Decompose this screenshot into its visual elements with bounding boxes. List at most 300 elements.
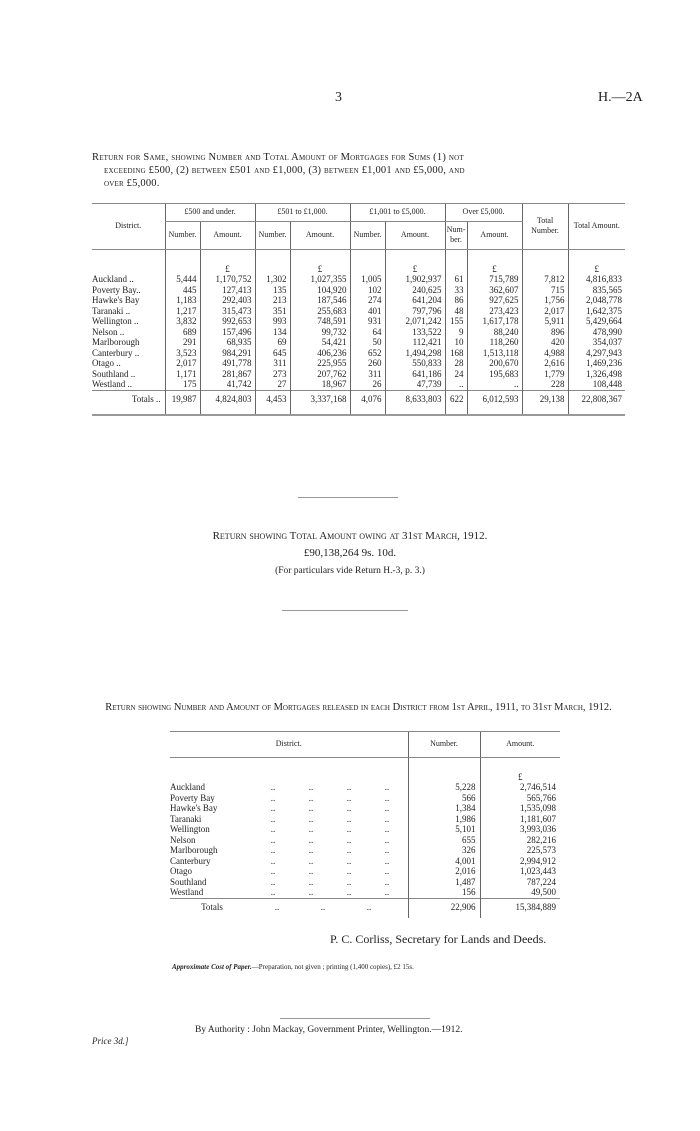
leader-dots: .. (270, 813, 276, 824)
table-cell: 54,421 (290, 337, 350, 348)
mortgages-released-table (170, 731, 560, 918)
leader-dots: .. (308, 876, 314, 887)
district-name: Marlborough (170, 845, 218, 855)
total-cell: 4,453 (255, 390, 290, 415)
totals-label: Totals .. (92, 390, 165, 415)
table-row (92, 348, 625, 359)
page-number: 3 (335, 90, 342, 105)
table-cell: 406,236 (290, 348, 350, 359)
currency-cell: £ (467, 249, 522, 274)
district-name: Taranaki (170, 813, 202, 824)
number-cell: 156 (408, 887, 480, 898)
table-row (92, 369, 625, 380)
table-cell: 4,816,833 (568, 274, 625, 285)
header-amount: Amount. (480, 732, 560, 758)
currency-cell (255, 249, 290, 274)
number-cell: 5,101 (408, 824, 480, 835)
subheader-number: Number. (165, 221, 200, 249)
table1-title-line3: over £5,000. (104, 178, 160, 189)
table-cell: 1,183 (165, 295, 200, 306)
currency-cell: £ (480, 757, 560, 782)
leader-dots: .. (384, 855, 390, 866)
table-cell: 3,832 (165, 316, 200, 327)
table1-title-line1: Return for Same, showing Number and Total Amount of Mortgages for Sums (1) not (92, 152, 464, 163)
header-total-number: Total Number. (522, 204, 568, 250)
table-cell: 1,302 (255, 274, 290, 285)
leader-dots: .. (270, 887, 276, 897)
leader-dots: .. (346, 855, 352, 866)
signature-line: P. C. Corliss, Secretary for Lands and Deeds. (330, 932, 547, 946)
district-cell (170, 782, 408, 793)
district-name: Canterbury .. (92, 347, 140, 358)
district-name: Otago .. (92, 358, 121, 368)
table-row (170, 866, 560, 877)
table-row (170, 856, 560, 867)
table-cell: 1,902,937 (385, 274, 445, 285)
table-cell: 2,017 (165, 358, 200, 369)
table-cell: 240,625 (385, 285, 445, 296)
amount-cell: 49,500 (480, 887, 560, 898)
table-cell: 157,496 (200, 327, 255, 338)
district-cell (170, 877, 408, 888)
table1-title (92, 151, 627, 190)
district-cell (170, 824, 408, 835)
table-cell: 1,326,498 (568, 369, 625, 380)
leader-dots: .. (308, 887, 314, 897)
leader-dots: .. (366, 901, 372, 912)
table-cell: 927,625 (467, 295, 522, 306)
leader-dots: .. (384, 876, 390, 887)
table-cell: 9 (445, 327, 467, 338)
total-amount: 15,384,889 (480, 898, 560, 918)
total-cell: 4,076 (350, 390, 385, 415)
table-cell: 1,171 (165, 369, 200, 380)
table-cell: 1,494,298 (385, 348, 445, 359)
currency-row (92, 249, 625, 274)
leader-dots: .. (384, 834, 390, 845)
owing-particulars: (For particulars vide Return H.-3, p. 3.) (275, 566, 425, 576)
amount-cell: 282,216 (480, 835, 560, 846)
cost-text: —Preparation, not given ; printing (1,400 copies), £2 15s. (251, 963, 414, 971)
leader-dots: .. (270, 866, 276, 876)
table-row (92, 295, 625, 306)
table-row (170, 793, 560, 804)
document-reference: H.—2A (598, 90, 643, 105)
table-cell: 47,739 (385, 379, 445, 390)
table-cell: 5,429,664 (568, 316, 625, 327)
table-cell: 27 (255, 379, 290, 390)
district-cell (170, 866, 408, 877)
leader-dots: .. (270, 876, 276, 887)
table-cell: 133,522 (385, 327, 445, 338)
table1-title-line2: exceeding £500, (2) between £501 and £1,000, (3) between £1,001 and £5,000, and (104, 165, 465, 176)
table-cell: 61 (445, 274, 467, 285)
leader-dots: .. (384, 887, 390, 897)
district-name: Taranaki .. (92, 305, 131, 316)
table-cell: 478,990 (568, 327, 625, 338)
district-name: Wellington .. (92, 316, 139, 326)
header-total-amount: Total Amount. (568, 204, 625, 250)
leader-dots: .. (270, 824, 276, 834)
table-cell: 984,291 (200, 348, 255, 359)
table-cell: 104,920 (290, 285, 350, 296)
leader-dots: .. (346, 845, 352, 855)
leader-dots: .. (346, 824, 352, 834)
leader-dots: .. (308, 792, 314, 803)
totals-row (92, 390, 625, 415)
amount-cell: 3,993,036 (480, 824, 560, 835)
table-cell: 255,683 (290, 306, 350, 317)
leader-dots: .. (384, 782, 390, 792)
table-cell: 50 (350, 337, 385, 348)
leader-dots: .. (346, 876, 352, 887)
table-cell: 1,170,752 (200, 274, 255, 285)
amount-cell: 565,766 (480, 793, 560, 804)
total-cell: 4,824,803 (200, 390, 255, 415)
district-name: Southland .. (92, 368, 136, 379)
leader-dots: .. (384, 845, 390, 855)
district-cell (170, 887, 408, 898)
currency-row (170, 757, 560, 782)
table-cell: 135 (255, 285, 290, 296)
cost-label: Approximate Cost of Paper. (172, 963, 252, 971)
table-cell: 1,642,375 (568, 306, 625, 317)
table-row (170, 782, 560, 793)
district-name: Westland .. (92, 379, 133, 389)
number-cell: 655 (408, 835, 480, 846)
table-cell: 102 (350, 285, 385, 296)
district-name: Southland (170, 876, 207, 887)
table-cell: 260 (350, 358, 385, 369)
subheader-amount: Amount. (467, 221, 522, 249)
table-row (92, 337, 625, 348)
leader-dots: .. (346, 803, 352, 813)
table-cell: 10 (445, 337, 467, 348)
table-cell: 1,513,118 (467, 348, 522, 359)
header-500-and-under: £500 and under. (165, 204, 255, 222)
totals-label: Totals (201, 901, 223, 912)
table-row (92, 306, 625, 317)
leader-dots: .. (308, 824, 314, 834)
table-row (92, 358, 625, 369)
district-cell (170, 803, 408, 814)
leader-dots: .. (320, 901, 326, 912)
price: Price 3d.] (92, 1036, 129, 1046)
number-cell: 1,986 (408, 814, 480, 825)
table-cell: 748,591 (290, 316, 350, 327)
table-row (92, 379, 625, 390)
district-name: Nelson (170, 834, 196, 845)
totals-cell (170, 898, 408, 918)
table-cell: 24 (445, 369, 467, 380)
table-cell: 168 (445, 348, 467, 359)
table-cell: 195,683 (467, 369, 522, 380)
table-cell: 4,988 (522, 348, 568, 359)
table-cell: .. (445, 379, 467, 390)
table-cell: 99,732 (290, 327, 350, 338)
amount-cell: 225,573 (480, 845, 560, 856)
divider (282, 610, 408, 611)
totals-row (170, 898, 560, 918)
table-cell: 401 (350, 306, 385, 317)
district-cell (170, 856, 408, 867)
table-row (170, 824, 560, 835)
printer-authority: By Authority : John Mackay, Government Printer, Wellington.—1912. (195, 1025, 463, 1035)
table-cell: 420 (522, 337, 568, 348)
table-cell: 281,867 (200, 369, 255, 380)
total-cell: 29,138 (522, 390, 568, 415)
district-name: Canterbury (170, 855, 211, 866)
district-name: Poverty Bay.. (92, 284, 141, 295)
table-cell: 2,616 (522, 358, 568, 369)
district-name: Nelson .. (92, 326, 125, 337)
table-cell: 645 (255, 348, 290, 359)
table-cell: 127,413 (200, 285, 255, 296)
leader-dots: .. (308, 855, 314, 866)
subheader-number: Num-ber. (445, 221, 467, 249)
table-cell: 1,005 (350, 274, 385, 285)
table-cell: 550,833 (385, 358, 445, 369)
district-cell (170, 845, 408, 856)
leader-dots: .. (346, 782, 352, 792)
leader-dots: .. (270, 855, 276, 866)
table-cell: 64 (350, 327, 385, 338)
table-cell: 362,607 (467, 285, 522, 296)
currency-cell: £ (290, 249, 350, 274)
table-cell: 491,778 (200, 358, 255, 369)
table-cell: .. (467, 379, 522, 390)
table-cell: 993 (255, 316, 290, 327)
leader-dots: .. (384, 866, 390, 876)
number-cell: 4,001 (408, 856, 480, 867)
table-cell: 112,421 (385, 337, 445, 348)
currency-cell (522, 249, 568, 274)
table-cell: 225,955 (290, 358, 350, 369)
leader-dots: .. (270, 792, 276, 803)
total-cell: 19,987 (165, 390, 200, 415)
subheader-amount: Amount. (200, 221, 255, 249)
district-name: Westland (170, 887, 204, 897)
table-cell: 26 (350, 379, 385, 390)
number-cell: 326 (408, 845, 480, 856)
leader-dots: .. (384, 792, 390, 803)
currency-cell (408, 757, 480, 782)
leader-dots: .. (346, 887, 352, 897)
district-name: Wellington (170, 824, 210, 834)
leader-dots: .. (346, 866, 352, 876)
table-cell: 5,444 (165, 274, 200, 285)
table-cell: 175 (165, 379, 200, 390)
mortgages-by-size-table (92, 203, 625, 416)
table-cell: 292,403 (200, 295, 255, 306)
table-cell: 7,812 (522, 274, 568, 285)
currency-cell (170, 757, 408, 782)
table-cell: 86 (445, 295, 467, 306)
table-cell: 315,473 (200, 306, 255, 317)
table-cell: 835,565 (568, 285, 625, 296)
leader-dots: .. (308, 813, 314, 824)
table-cell: 2,071,242 (385, 316, 445, 327)
district-name: Poverty Bay (170, 792, 215, 803)
table-cell: 652 (350, 348, 385, 359)
total-number: 22,906 (408, 898, 480, 918)
header-district: District. (170, 732, 408, 758)
amount-cell: 787,224 (480, 877, 560, 888)
leader-dots: .. (384, 803, 390, 813)
leader-dots: .. (270, 782, 276, 792)
table-cell: 33 (445, 285, 467, 296)
currency-cell: £ (568, 249, 625, 274)
leader-dots: .. (270, 845, 276, 855)
amount-cell: 2,746,514 (480, 782, 560, 793)
total-cell: 8,633,803 (385, 390, 445, 415)
table-cell: 2,017 (522, 306, 568, 317)
leader-dots: .. (308, 866, 314, 876)
table-cell: 445 (165, 285, 200, 296)
table-cell: 88,240 (467, 327, 522, 338)
table-row (170, 835, 560, 846)
table-cell: 155 (445, 316, 467, 327)
district-cell (170, 814, 408, 825)
table-row (170, 877, 560, 888)
leader-dots: .. (270, 803, 276, 813)
table-cell: 68,935 (200, 337, 255, 348)
district-name: Auckland .. (92, 274, 134, 284)
header-over-5000: Over £5,000. (445, 204, 522, 222)
district-cell (170, 793, 408, 804)
leader-dots: .. (274, 901, 280, 912)
table-cell: 4,297,943 (568, 348, 625, 359)
table-cell: 931 (350, 316, 385, 327)
currency-cell (350, 249, 385, 274)
owing-amount: £90,138,264 9s. 10d. (303, 547, 397, 559)
table-cell: 273 (255, 369, 290, 380)
currency-cell (165, 249, 200, 274)
table-cell: 5,911 (522, 316, 568, 327)
table-cell: 797,796 (385, 306, 445, 317)
table-cell: 1,779 (522, 369, 568, 380)
table-cell: 48 (445, 306, 467, 317)
table-cell: 715 (522, 285, 568, 296)
table-cell: 641,204 (385, 295, 445, 306)
table-cell: 1,617,178 (467, 316, 522, 327)
leader-dots: .. (384, 813, 390, 824)
table-cell: 689 (165, 327, 200, 338)
leader-dots: .. (308, 803, 314, 813)
table-row (92, 274, 625, 285)
cost-of-paper (172, 963, 414, 971)
table-row (92, 285, 625, 296)
table-cell: 118,260 (467, 337, 522, 348)
table-cell: 108,448 (568, 379, 625, 390)
table-cell: 354,037 (568, 337, 625, 348)
table-cell: 351 (255, 306, 290, 317)
header-1001-to-5000: £1,001 to £5,000. (350, 204, 445, 222)
table-row (170, 803, 560, 814)
table-row (170, 814, 560, 825)
table-cell: 1,217 (165, 306, 200, 317)
total-cell: 3,337,168 (290, 390, 350, 415)
district-name: Auckland (170, 782, 205, 792)
divider (280, 1018, 430, 1019)
table-cell: 291 (165, 337, 200, 348)
table2-title: Return showing Number and Amount of Mortgages released in each District from 1st April, 1911, to 31st March, 1912. (105, 702, 612, 713)
currency-cell: £ (385, 249, 445, 274)
subheader-amount: Amount. (385, 221, 445, 249)
leader-dots: .. (346, 834, 352, 845)
leader-dots: .. (308, 782, 314, 792)
table-cell: 228 (522, 379, 568, 390)
table-cell: 18,967 (290, 379, 350, 390)
district-name: Hawke's Bay (170, 803, 218, 813)
leader-dots: .. (346, 792, 352, 803)
currency-cell (92, 249, 165, 274)
table-cell: 1,756 (522, 295, 568, 306)
currency-cell: £ (200, 249, 255, 274)
table-cell: 28 (445, 358, 467, 369)
total-cell: 6,012,593 (467, 390, 522, 415)
header-number: Number. (408, 732, 480, 758)
table-row (92, 316, 625, 327)
table-row (92, 327, 625, 338)
table-cell: 213 (255, 295, 290, 306)
table-cell: 1,027,355 (290, 274, 350, 285)
currency-cell (445, 249, 467, 274)
number-cell: 5,228 (408, 782, 480, 793)
table-cell: 1,469,236 (568, 358, 625, 369)
table-cell: 641,186 (385, 369, 445, 380)
number-cell: 2,016 (408, 866, 480, 877)
total-cell: 22,808,367 (568, 390, 625, 415)
number-cell: 1,487 (408, 877, 480, 888)
table-cell: 715,789 (467, 274, 522, 285)
leader-dots: .. (346, 813, 352, 824)
owing-title: Return showing Total Amount owing at 31st March, 1912. (212, 530, 488, 542)
district-name: Otago (170, 866, 192, 876)
subheader-amount: Amount. (290, 221, 350, 249)
table-row (170, 887, 560, 898)
table-cell: 187,546 (290, 295, 350, 306)
amount-cell: 1,023,443 (480, 866, 560, 877)
table-cell: 41,742 (200, 379, 255, 390)
leader-dots: .. (308, 834, 314, 845)
leader-dots: .. (384, 824, 390, 834)
table-cell: 69 (255, 337, 290, 348)
table-cell: 274 (350, 295, 385, 306)
amount-cell: 1,181,607 (480, 814, 560, 825)
district-name: Marlborough (92, 337, 140, 347)
table-cell: 992,653 (200, 316, 255, 327)
table-cell: 311 (350, 369, 385, 380)
table-cell: 200,670 (467, 358, 522, 369)
table-cell: 311 (255, 358, 290, 369)
subheader-number: Number. (255, 221, 290, 249)
header-501-to-1000: £501 to £1,000. (255, 204, 350, 222)
leader-dots: .. (308, 845, 314, 855)
table-row (170, 845, 560, 856)
total-cell: 622 (445, 390, 467, 415)
district-cell (170, 835, 408, 846)
leader-dots: .. (270, 834, 276, 845)
subheader-number: Number. (350, 221, 385, 249)
table-cell: 207,762 (290, 369, 350, 380)
amount-cell: 2,994,912 (480, 856, 560, 867)
table-cell: 273,423 (467, 306, 522, 317)
table-cell: 2,048,778 (568, 295, 625, 306)
amount-cell: 1,535,098 (480, 803, 560, 814)
table-cell: 134 (255, 327, 290, 338)
divider (298, 497, 398, 498)
